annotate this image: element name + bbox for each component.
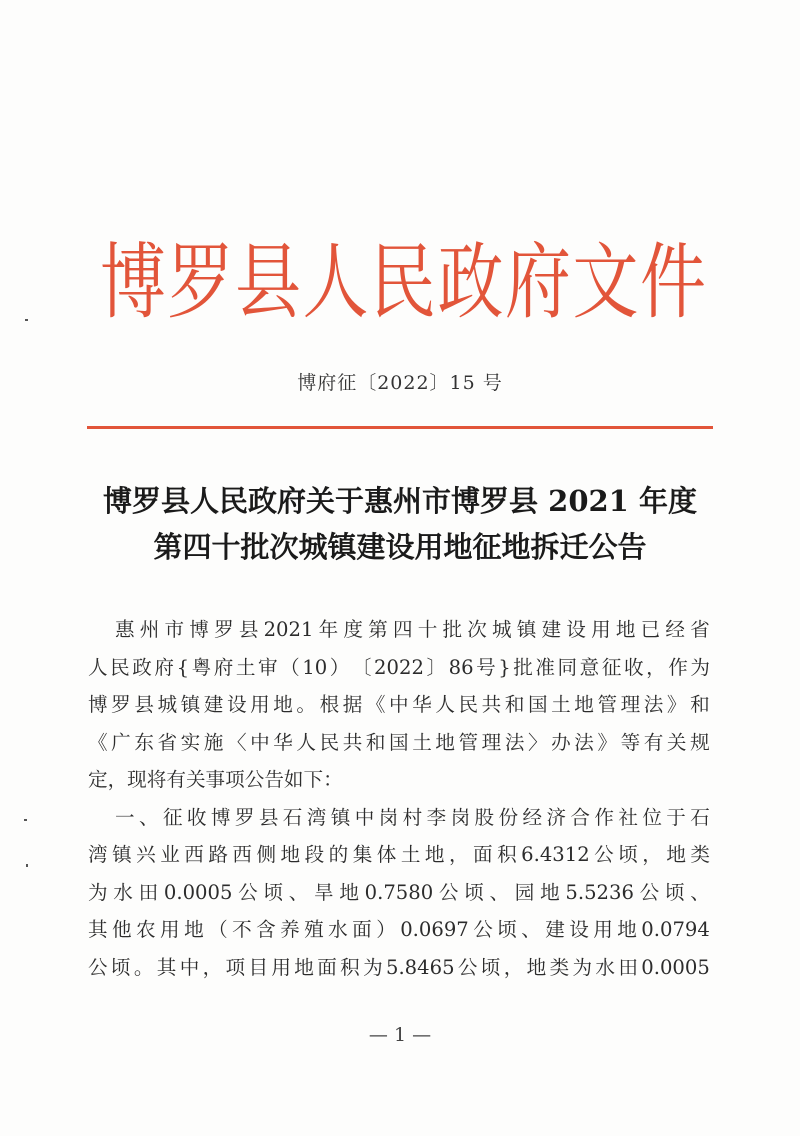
- masthead-char: 罗: [167, 234, 234, 331]
- scan-speck: [26, 864, 28, 867]
- masthead-char: 县: [235, 234, 301, 331]
- masthead-char: 民: [370, 234, 436, 331]
- masthead-char: 政: [437, 234, 504, 331]
- masthead-char: 府: [505, 234, 571, 331]
- masthead-char: 人: [302, 234, 369, 331]
- masthead-title: [100, 227, 706, 340]
- body-line: 公 顷 。 其 中 ， 项 目 用 地 面 积 为 5.8465 公 顷 ， 地 类 为 水 田 0.0005: [88, 955, 710, 979]
- scan-speck: [25, 319, 28, 321]
- masthead-char: 博: [100, 234, 166, 331]
- page-number: — 1 —: [368, 1024, 432, 1046]
- document-number: 博府征〔2022〕15 号: [297, 372, 503, 394]
- body-line: 人 民 政 府 { 粤 府 土 审 （ 10 ） 〔 2022 〕 86 号 } 批 准 同 意 征 收 ， 作 为: [88, 655, 710, 679]
- document-title: [0, 478, 800, 570]
- scan-speck: [24, 819, 27, 821]
- body-line: 惠 州 市 博 罗 县 2021 年 度 第 四 十 批 次 城 镇 建 设 用 地 已 经 省: [115, 618, 710, 641]
- body-line: 《 广 东 省 实 施 〈 中 华 人 民 共 和 国 土 地 管 理 法 〉 办 法 》 等 有 关 规: [88, 730, 710, 754]
- title-line: 博罗县人民政府关于惠州市博罗县 2021 年度: [103, 484, 697, 518]
- title-line: 第四十批次城镇建设用地征地拆迁公告: [153, 530, 647, 564]
- masthead-char: 件: [640, 234, 706, 331]
- body-line: 一 、 征 收 博 罗 县 石 湾 镇 中 岗 村 李 岗 股 份 经 济 合 作 社 位 于 石: [115, 805, 710, 829]
- body-line: 博 罗 县 城 镇 建 设 用 地 。 根 据 《 中 华 人 民 共 和 国 土 地 管 理 法 》 和: [88, 693, 710, 716]
- body-line: 为 水 田 0.0005 公 顷 、 旱 地 0.7580 公 顷 、 园 地 5.5236 公 顷 、: [88, 880, 710, 904]
- body-line: 湾 镇 兴 业 西 路 西 侧 地 段 的 集 体 土 地 ， 面 积 6.4312 公 顷 ， 地 类: [88, 843, 710, 866]
- document-body: [88, 611, 710, 986]
- body-line: 定，现将有关事项公告如下：: [88, 768, 343, 791]
- masthead-char: 文: [572, 234, 639, 331]
- body-line: 其 他 农 用 地 （ 不 含 养 殖 水 面 ） 0.0697 公 顷 、 建 设 用 地 0.0794: [88, 918, 710, 941]
- red-divider-rule: [87, 426, 713, 429]
